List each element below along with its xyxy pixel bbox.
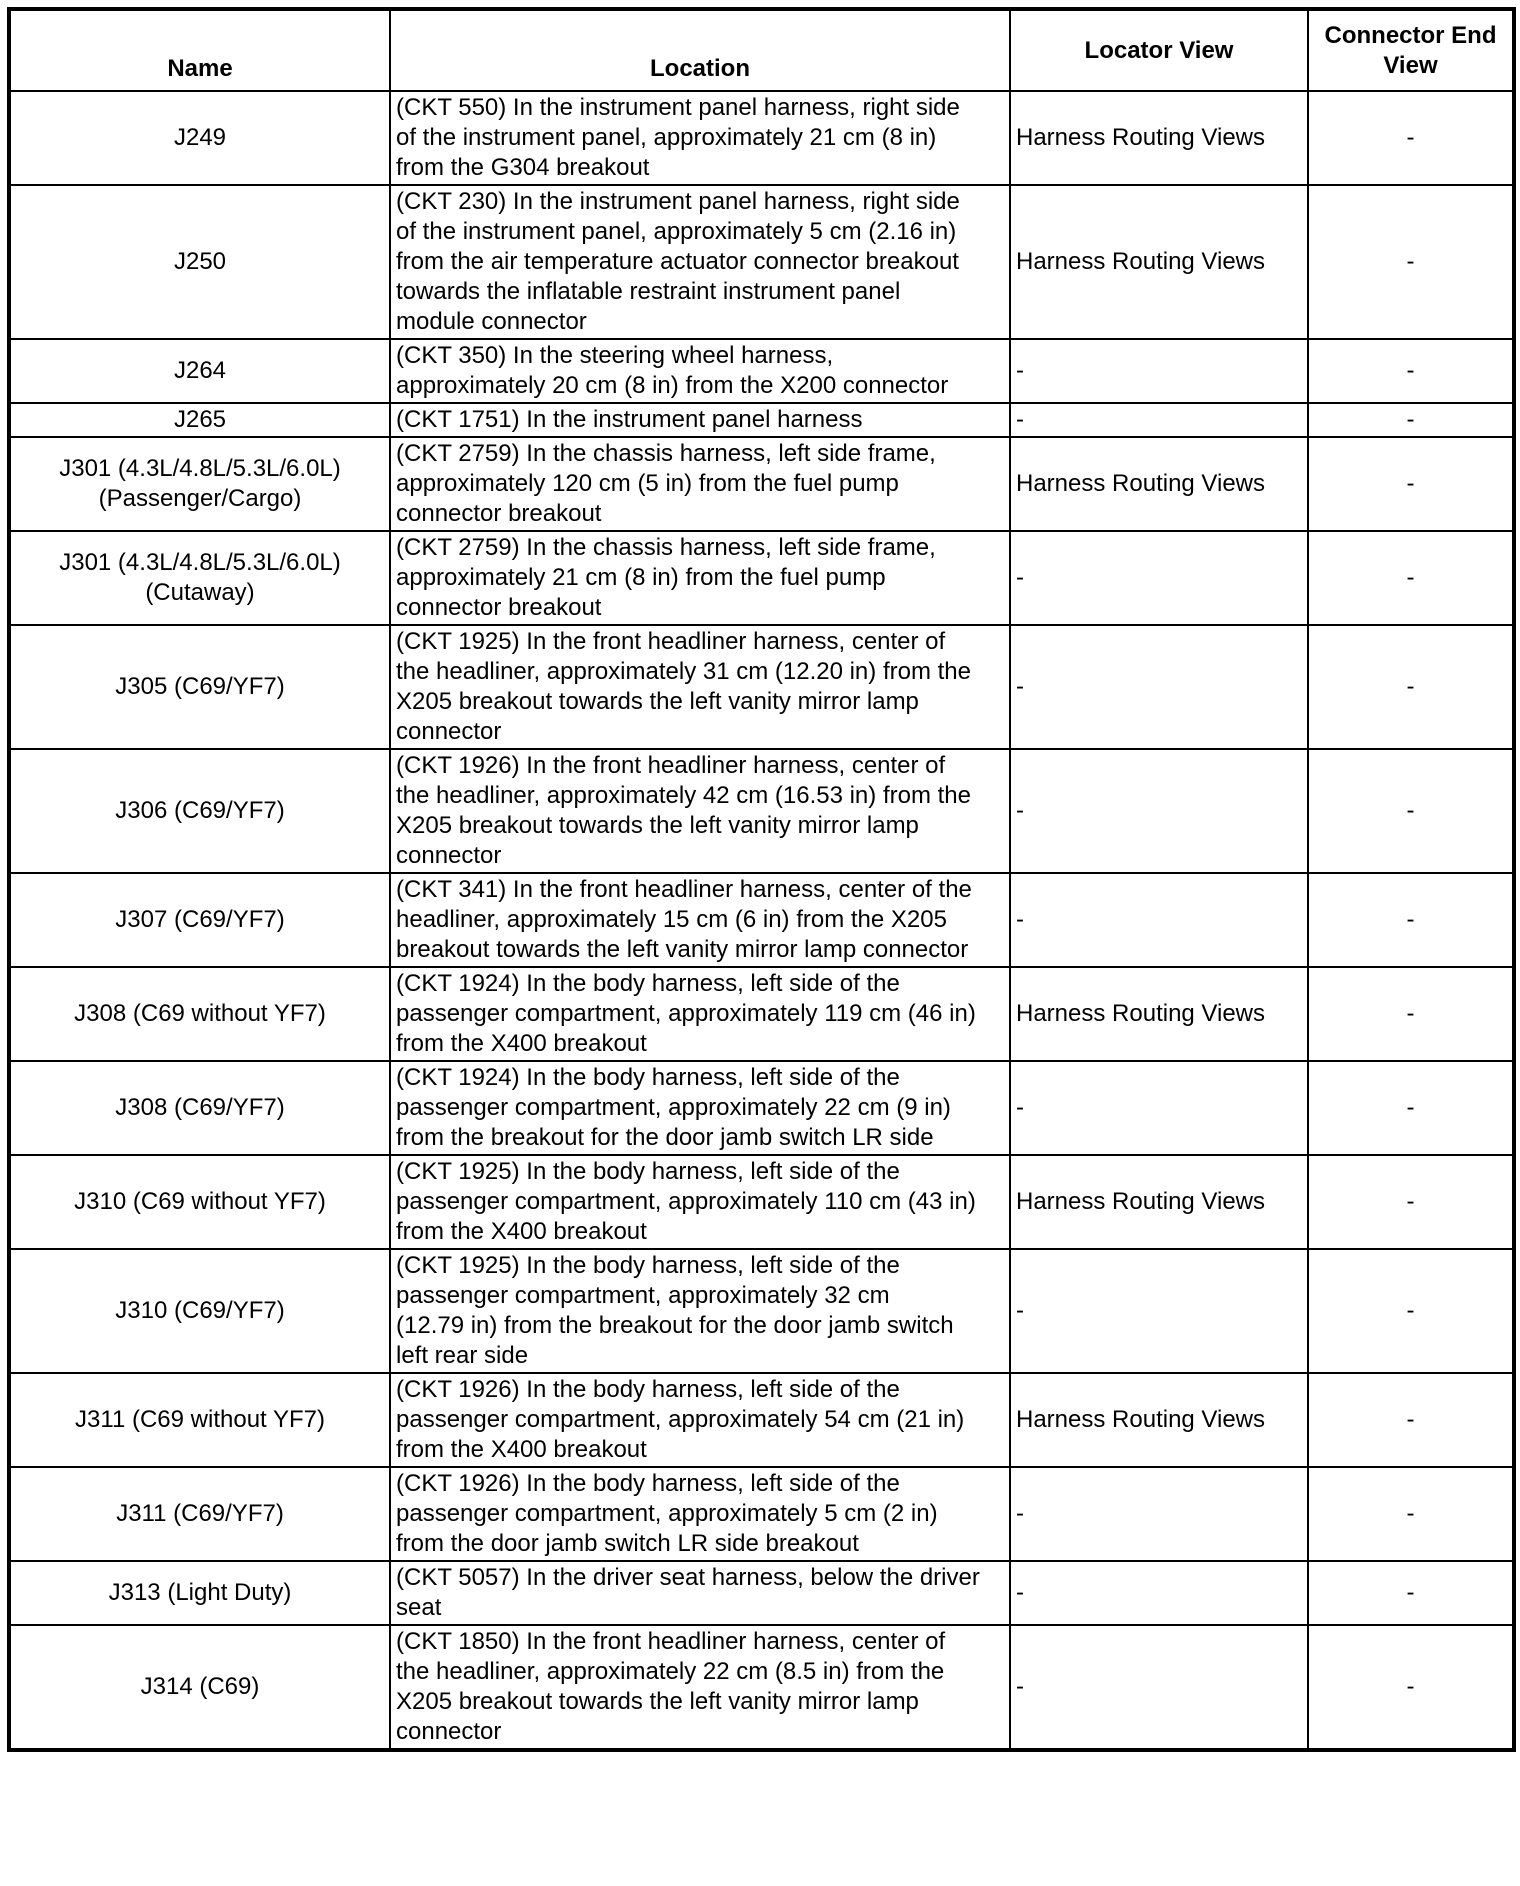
- name-line: J305 (C69/YF7): [115, 673, 285, 700]
- cell-locator-view: Harness Routing Views: [1010, 185, 1308, 339]
- location-line: from the door jamb switch LR side breakout: [396, 1530, 859, 1557]
- cell-locator-view: Harness Routing Views: [1010, 1155, 1308, 1249]
- cell-name: [9, 1155, 390, 1249]
- cell-name: [9, 1561, 390, 1625]
- location-line: (CKT 5057) In the driver seat harness, below the driver: [396, 1564, 980, 1591]
- location-line: approximately 120 cm (5 in) from the fuel pump: [396, 470, 899, 497]
- location-line: (CKT 341) In the front headliner harness, center of the: [396, 876, 972, 903]
- header-location: Location: [390, 9, 1010, 91]
- cell-location: [390, 625, 1010, 749]
- cell-connector-end-view: -: [1308, 403, 1514, 437]
- table-row: [9, 91, 1514, 185]
- cell-location: [390, 967, 1010, 1061]
- cell-connector-end-view: -: [1308, 967, 1514, 1061]
- location-line: (12.79 in) from the breakout for the door jamb switch: [396, 1312, 954, 1339]
- location-line: passenger compartment, approximately 22 cm (9 in): [396, 1094, 951, 1121]
- location-line: from the X400 breakout: [396, 1218, 647, 1245]
- cell-location: [390, 437, 1010, 531]
- cell-locator-view: -: [1010, 339, 1308, 403]
- location-line: of the instrument panel, approximately 5 cm (2.16 in): [396, 218, 957, 245]
- location-line: approximately 20 cm (8 in) from the X200 connector: [396, 372, 949, 399]
- location-line: X205 breakout towards the left vanity mirror lamp: [396, 1688, 919, 1715]
- location-line: (CKT 350) In the steering wheel harness,: [396, 342, 834, 369]
- location-line: passenger compartment, approximately 5 cm (2 in): [396, 1500, 938, 1527]
- location-line: connector breakout: [396, 500, 602, 527]
- name-line: J301 (4.3L/4.8L/5.3L/6.0L): [59, 549, 341, 576]
- table-row: [9, 967, 1514, 1061]
- name-line: J301 (4.3L/4.8L/5.3L/6.0L): [59, 455, 341, 482]
- cell-name: [9, 1625, 390, 1750]
- cell-location: [390, 1155, 1010, 1249]
- cell-connector-end-view: -: [1308, 1625, 1514, 1750]
- cell-locator-view: -: [1010, 403, 1308, 437]
- location-line: (CKT 1925) In the body harness, left side of the: [396, 1158, 900, 1185]
- location-line: from the X400 breakout: [396, 1436, 647, 1463]
- cell-locator-view: Harness Routing Views: [1010, 1373, 1308, 1467]
- cell-name: [9, 437, 390, 531]
- cell-name: [9, 1467, 390, 1561]
- cell-locator-view: -: [1010, 1467, 1308, 1561]
- location-line: (CKT 1926) In the front headliner harness, center of: [396, 752, 946, 779]
- table-row: [9, 185, 1514, 339]
- header-locator-view: Locator View: [1010, 9, 1308, 91]
- cell-name: [9, 749, 390, 873]
- cell-connector-end-view: -: [1308, 1249, 1514, 1373]
- name-line: J311 (C69 without YF7): [75, 1406, 325, 1433]
- location-line: (CKT 2759) In the chassis harness, left side frame,: [396, 440, 936, 467]
- location-line: from the G304 breakout: [396, 154, 650, 181]
- location-line: (CKT 1751) In the instrument panel harness: [396, 406, 863, 433]
- location-line: (CKT 1925) In the front headliner harness, center of: [396, 628, 946, 655]
- cell-locator-view: -: [1010, 1625, 1308, 1750]
- location-line: passenger compartment, approximately 54 cm (21 in): [396, 1406, 965, 1433]
- cell-location: [390, 1249, 1010, 1373]
- header-name: Name: [9, 9, 390, 91]
- location-line: passenger compartment, approximately 110 cm (43 in): [396, 1188, 976, 1215]
- name-line: J249: [173, 124, 227, 151]
- cell-location: [390, 1373, 1010, 1467]
- cell-locator-view: -: [1010, 873, 1308, 967]
- cell-location: [390, 873, 1010, 967]
- table-row: [9, 1249, 1514, 1373]
- cell-location: [390, 1625, 1010, 1750]
- table-row: [9, 531, 1514, 625]
- cell-name: [9, 339, 390, 403]
- table-row: [9, 1467, 1514, 1561]
- cell-locator-view: Harness Routing Views: [1010, 967, 1308, 1061]
- location-line: (CKT 1924) In the body harness, left side of the: [396, 970, 900, 997]
- cell-name: [9, 1249, 390, 1373]
- table-row: [9, 625, 1514, 749]
- name-line: J311 (C69/YF7): [116, 1500, 284, 1527]
- cell-location: [390, 749, 1010, 873]
- cell-name: [9, 91, 390, 185]
- cell-connector-end-view: -: [1308, 339, 1514, 403]
- table-row: [9, 1061, 1514, 1155]
- cell-connector-end-view: -: [1308, 1061, 1514, 1155]
- location-line: seat: [396, 1594, 442, 1621]
- location-line: connector breakout: [396, 594, 602, 621]
- name-line: (Passenger/Cargo): [98, 485, 302, 512]
- location-line: from the breakout for the door jamb switch LR side: [396, 1124, 934, 1151]
- location-line: module connector: [396, 308, 587, 335]
- location-line: the headliner, approximately 31 cm (12.20 in) from the: [396, 658, 971, 685]
- table-row: [9, 1561, 1514, 1625]
- table-row: [9, 1625, 1514, 1750]
- location-line: (CKT 1924) In the body harness, left side of the: [396, 1064, 900, 1091]
- location-line: the headliner, approximately 22 cm (8.5 in) from the: [396, 1658, 945, 1685]
- cell-locator-view: -: [1010, 749, 1308, 873]
- cell-locator-view: -: [1010, 1061, 1308, 1155]
- location-line: X205 breakout towards the left vanity mirror lamp: [396, 688, 919, 715]
- location-line: (CKT 550) In the instrument panel harness, right side: [396, 94, 960, 121]
- location-line: from the air temperature actuator connector breakout: [396, 248, 959, 275]
- cell-connector-end-view: -: [1308, 1467, 1514, 1561]
- cell-location: [390, 1467, 1010, 1561]
- name-line: J306 (C69/YF7): [115, 797, 285, 824]
- location-line: (CKT 2759) In the chassis harness, left side frame,: [396, 534, 936, 561]
- cell-name: [9, 625, 390, 749]
- cell-name: [9, 1061, 390, 1155]
- cell-location: [390, 1561, 1010, 1625]
- cell-connector-end-view: -: [1308, 1373, 1514, 1467]
- cell-locator-view: -: [1010, 625, 1308, 749]
- name-line: J308 (C69 without YF7): [74, 1000, 326, 1027]
- location-line: approximately 21 cm (8 in) from the fuel pump: [396, 564, 886, 591]
- name-line: J264: [173, 357, 227, 384]
- cell-name: [9, 403, 390, 437]
- location-line: (CKT 1850) In the front headliner harness, center of: [396, 1628, 946, 1655]
- cell-location: [390, 339, 1010, 403]
- name-line: J265: [173, 406, 227, 433]
- name-line: J313 (Light Duty): [108, 1579, 292, 1606]
- location-line: (CKT 1925) In the body harness, left side of the: [396, 1252, 900, 1279]
- cell-name: [9, 1373, 390, 1467]
- document-page: [7, 7, 1512, 1879]
- table-row: [9, 1155, 1514, 1249]
- location-line: connector: [396, 718, 502, 745]
- table-row: [9, 1373, 1514, 1467]
- cell-name: [9, 873, 390, 967]
- cell-connector-end-view: -: [1308, 749, 1514, 873]
- cell-locator-view: -: [1010, 1249, 1308, 1373]
- location-line: (CKT 1926) In the body harness, left side of the: [396, 1470, 900, 1497]
- cell-locator-view: Harness Routing Views: [1010, 437, 1308, 531]
- cell-locator-view: Harness Routing Views: [1010, 91, 1308, 185]
- table-row: [9, 437, 1514, 531]
- table-row: [9, 339, 1514, 403]
- header-connector-end-view: Connector End View: [1308, 9, 1514, 91]
- location-line: the headliner, approximately 42 cm (16.53 in) from the: [396, 782, 971, 809]
- location-line: of the instrument panel, approximately 21 cm (8 in): [396, 124, 937, 151]
- name-line: J250: [173, 248, 227, 275]
- cell-name: [9, 531, 390, 625]
- cell-connector-end-view: -: [1308, 91, 1514, 185]
- cell-locator-view: -: [1010, 531, 1308, 625]
- cell-location: [390, 403, 1010, 437]
- cell-connector-end-view: -: [1308, 437, 1514, 531]
- cell-connector-end-view: -: [1308, 1561, 1514, 1625]
- cell-location: [390, 531, 1010, 625]
- location-line: passenger compartment, approximately 32 cm: [396, 1282, 890, 1309]
- cell-connector-end-view: -: [1308, 185, 1514, 339]
- location-line: from the X400 breakout: [396, 1030, 647, 1057]
- location-line: headliner, approximately 15 cm (6 in) from the X205: [396, 906, 947, 933]
- cell-name: [9, 967, 390, 1061]
- cell-locator-view: -: [1010, 1561, 1308, 1625]
- cell-connector-end-view: -: [1308, 1155, 1514, 1249]
- cell-connector-end-view: -: [1308, 873, 1514, 967]
- location-line: X205 breakout towards the left vanity mirror lamp: [396, 812, 919, 839]
- location-line: connector: [396, 842, 502, 869]
- location-line: (CKT 230) In the instrument panel harness, right side: [396, 188, 960, 215]
- header-row: [9, 9, 1514, 91]
- cell-location: [390, 185, 1010, 339]
- name-line: J307 (C69/YF7): [115, 906, 285, 933]
- name-line: J310 (C69 without YF7): [74, 1188, 326, 1215]
- cell-name: [9, 185, 390, 339]
- cell-location: [390, 91, 1010, 185]
- location-line: connector: [396, 1718, 502, 1745]
- table-row: [9, 749, 1514, 873]
- location-line: left rear side: [396, 1342, 529, 1369]
- name-line: J314 (C69): [140, 1673, 260, 1700]
- location-line: (CKT 1926) In the body harness, left side of the: [396, 1376, 900, 1403]
- table-body: [9, 91, 1514, 1750]
- location-line: passenger compartment, approximately 119 cm (46 in): [396, 1000, 976, 1027]
- location-line: towards the inflatable restraint instrument panel: [396, 278, 901, 305]
- name-line: J308 (C69/YF7): [115, 1094, 285, 1121]
- table-row: [9, 403, 1514, 437]
- table-header: [9, 9, 1514, 91]
- cell-connector-end-view: -: [1308, 531, 1514, 625]
- name-line: J310 (C69/YF7): [115, 1297, 285, 1324]
- location-line: breakout towards the left vanity mirror lamp connector: [396, 936, 969, 963]
- splice-location-table: [7, 7, 1516, 1752]
- name-line: (Cutaway): [145, 579, 255, 606]
- cell-location: [390, 1061, 1010, 1155]
- table-row: [9, 873, 1514, 967]
- cell-connector-end-view: -: [1308, 625, 1514, 749]
